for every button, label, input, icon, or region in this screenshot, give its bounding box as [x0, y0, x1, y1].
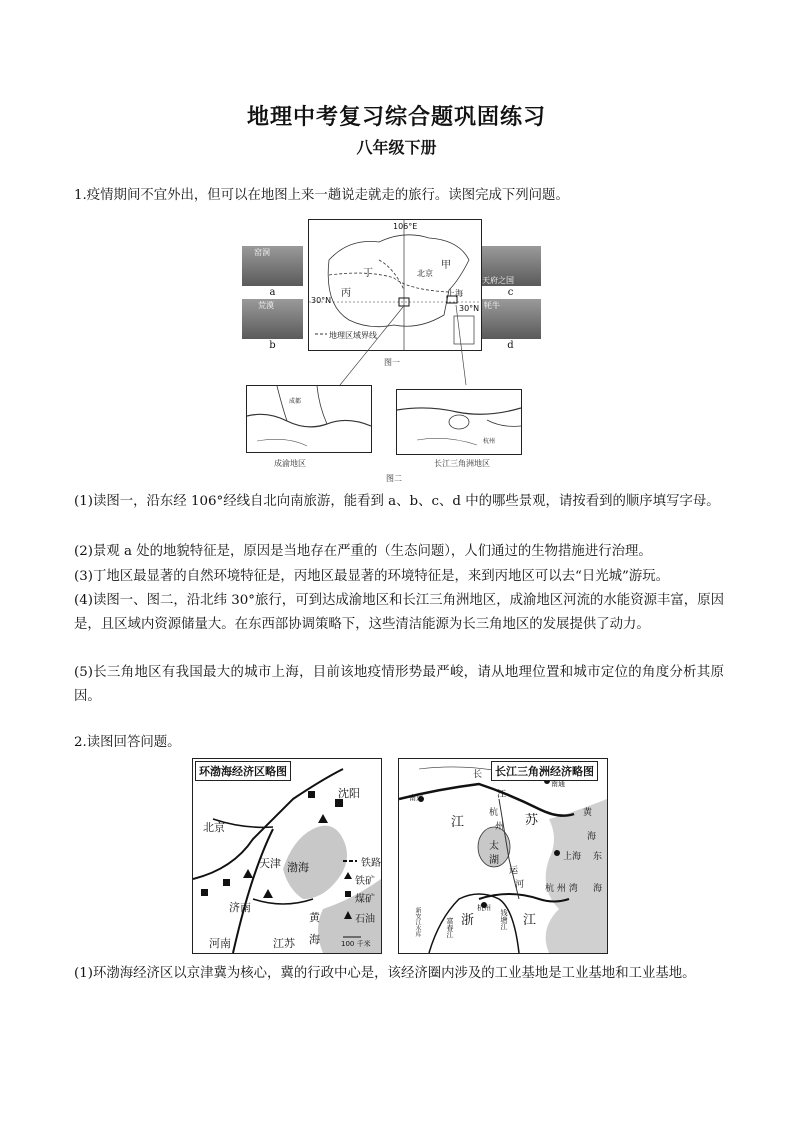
- label-he: 河: [515, 880, 525, 890]
- figure2-caption: 图二: [386, 474, 402, 483]
- label-xinan: 新安江水库: [414, 907, 421, 937]
- label-shanghai: 上海: [563, 852, 582, 862]
- inset-left-caption: 成渝地区: [274, 459, 306, 468]
- label-jiang: 江: [497, 790, 507, 800]
- yangtze-map-title: 长江三角洲经济略图: [491, 761, 598, 781]
- label-zhe: 浙: [461, 913, 475, 928]
- label-nanjing: 南京: [409, 794, 423, 802]
- legend-railway: 铁路: [361, 858, 381, 869]
- label-huanghai-1: 黄: [309, 911, 320, 924]
- inset-chengyu: [246, 385, 372, 453]
- photo-b-caption: 荒漠: [258, 301, 274, 310]
- inset-right-caption: 长江三角洲地区: [434, 459, 490, 468]
- page-title: 地理中考复习综合题巩固练习: [246, 105, 546, 130]
- label-tai: 太: [489, 841, 499, 852]
- q1-item-4: (4)读图一、图二，沿北纬 30°旅行，可到达成渝地区和长江三角洲地区，成渝地区河流的水能资源丰富，原因是，且区域内资源储量大。在东西部协调策略下，这些清洁能源为长三角地区的发展提供了动力。: [74, 593, 724, 632]
- yangtze-map: [398, 758, 608, 954]
- q1-item-3: (3)丁地区最显著的自然环境特征是，丙地区最显著的环境特征是，来到丙地区可以去“日光城”游玩。: [74, 569, 670, 584]
- label-huanghai-2: 海: [309, 933, 320, 946]
- map-bing-label: 丙: [341, 288, 351, 299]
- label-yun: 运: [509, 866, 519, 876]
- inset-hangzhou-label: 杭州: [483, 438, 496, 445]
- label-jiangsu-jiang: 江: [451, 815, 465, 830]
- label-chang: 长: [473, 770, 483, 780]
- photo-c-caption: 天府之国: [482, 276, 514, 285]
- label-hai: 海: [587, 832, 597, 842]
- label-fuchun: 富春江: [446, 917, 454, 938]
- label-huang: 黄: [583, 808, 593, 818]
- map-beijing-label: 北京: [417, 269, 433, 278]
- figure1-caption: 图一: [384, 358, 400, 367]
- label-zhejiang-jiang: 江: [523, 913, 537, 928]
- map-lat-right-label: 30°N: [459, 304, 480, 313]
- map-legend-label: 地理区域界线: [329, 331, 377, 340]
- q1-figure: [240, 215, 552, 483]
- photo-d-letter: d: [507, 340, 514, 351]
- photo-a-caption: 窑洞: [254, 248, 270, 257]
- q1-item-2: (2)景观 a 处的地貌特征是，原因是当地存在严重的（生态问题），人们通过的生物措施进行治理。: [74, 544, 652, 559]
- inset-yangtze: [396, 389, 522, 455]
- label-hang: 杭: [489, 808, 499, 818]
- inset-yangtze-drawing: [397, 390, 521, 454]
- map-lon-label: 106°E: [393, 222, 418, 231]
- q2-stem: 2.读图回答问题。: [74, 735, 181, 750]
- q1-item-1: (1)读图一，沿东经 106°经线自北向南旅游，能看到 a、b、c、d 中的哪些景观，请按看到的顺序填写字母。: [74, 494, 720, 509]
- label-hangzhou: 杭州: [477, 904, 491, 912]
- inset-chengdu-label: 成都: [289, 398, 302, 405]
- label-bohai: 渤海: [287, 861, 309, 874]
- q1-item-5: (5)长三角地区有我国最大的城市上海，目前该地疫情形势最严峻，请从地理位置和城市定位的角度分析其原因。: [74, 665, 724, 704]
- photo-c-letter: c: [507, 287, 514, 298]
- label-hai-2: 海: [593, 884, 603, 894]
- photo-b-letter: b: [269, 340, 276, 351]
- legend-iron: 铁矿: [355, 876, 375, 887]
- photo-a-letter: a: [269, 287, 276, 298]
- label-jinan: 济南: [229, 901, 251, 914]
- scale-bar-label: 100 千米: [341, 940, 371, 948]
- q2-item-1: (1)环渤海经济区以京津冀为核心，冀的行政中心是，该经济圈内涉及的工业基地是工业基地和工业基地。: [74, 966, 696, 981]
- page-subtitle: 八年级下册: [356, 138, 437, 157]
- map-shanghai-label: 上海: [447, 289, 463, 298]
- label-hangzhouwan: 杭 州 湾: [545, 884, 578, 894]
- legend-oil: 石油: [355, 914, 375, 925]
- label-qiantang: 钱塘江: [500, 909, 508, 930]
- map-jia-label: 甲: [441, 260, 451, 271]
- label-henan: 河南: [209, 937, 231, 950]
- bohai-map-title: 环渤海经济区略图: [195, 761, 291, 781]
- inset-chengyu-drawing: [247, 386, 371, 452]
- label-nantong: 南通: [551, 780, 565, 788]
- label-hu: 湖: [489, 855, 499, 866]
- label-jiangsu: 江苏: [273, 937, 295, 950]
- bohai-map: [192, 758, 382, 954]
- label-zhou: 州: [495, 822, 505, 832]
- photo-d-caption: 牦牛: [484, 301, 500, 310]
- label-dong: 东: [593, 852, 603, 862]
- q1-stem: 1.疫情期间不宜外出，但可以在地图上来一趟说走就走的旅行。读图完成下列问题。: [74, 188, 569, 203]
- label-tianjin: 天津: [259, 857, 281, 870]
- label-beijing: 北京: [203, 821, 225, 834]
- label-jiangsu-su: 苏: [525, 813, 539, 828]
- label-shenyang: 沈阳: [338, 787, 360, 800]
- legend-coal: 煤矿: [355, 894, 375, 905]
- map-lat-left-label: 30°N: [311, 296, 332, 305]
- map-ding-label: 丁: [363, 268, 373, 279]
